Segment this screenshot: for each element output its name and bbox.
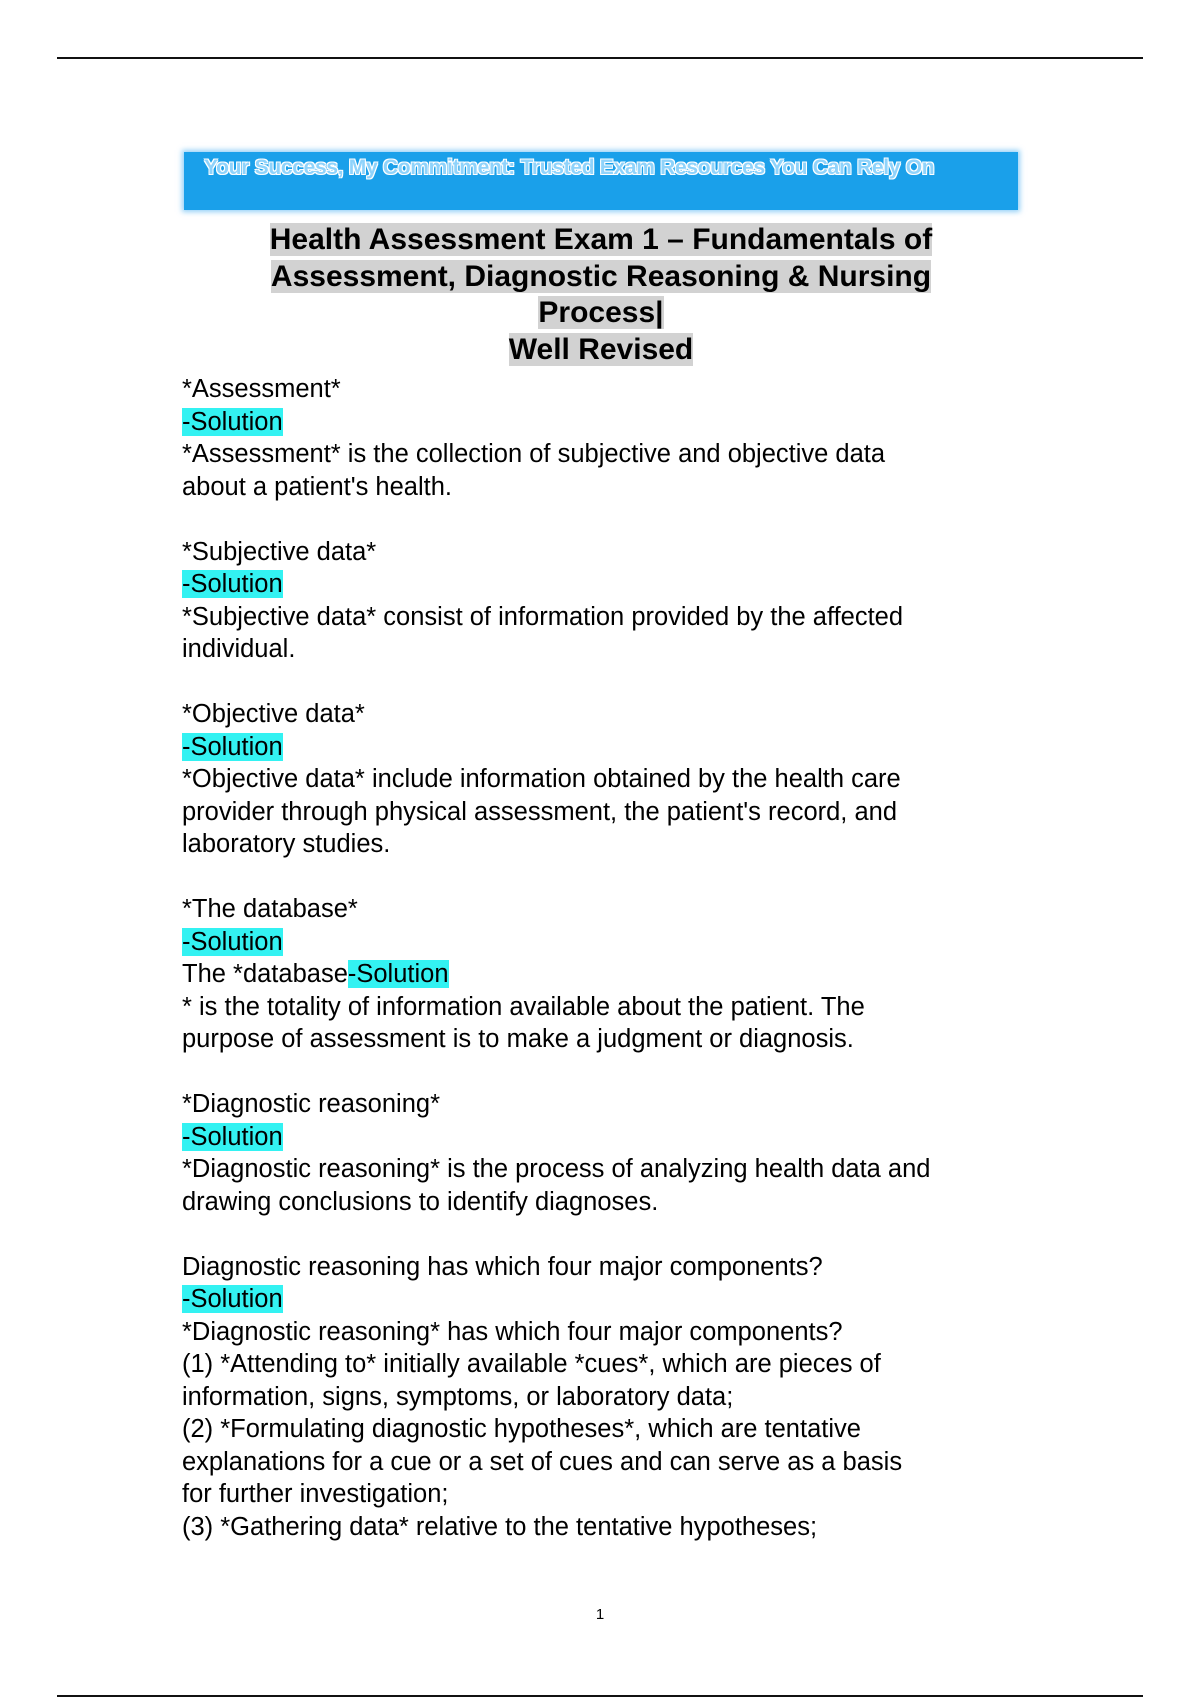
solution-label: -Solution	[182, 570, 283, 598]
solution-label: -Solution	[182, 732, 283, 761]
question-assessment: *Assessment*	[182, 375, 341, 403]
answer-line: *Subjective data* consist of information provided by the affected	[182, 602, 904, 631]
page-number: 1	[595, 1606, 605, 1623]
title-line-1: Health Assessment Exam 1 – Fundamentals of	[269, 223, 933, 256]
answer-line: (3) *Gathering data* relative to the tentative hypotheses;	[182, 1512, 818, 1541]
answer-line: (1) *Attending to* initially available *cues*, which are pieces of	[182, 1350, 881, 1378]
title-line-2: Assessment, Diagnostic Reasoning & Nursing	[270, 259, 932, 293]
answer-line: provider through physical assessment, the patient's record, and	[182, 797, 898, 826]
question-database: *The database*	[182, 895, 358, 923]
question-subjective-data: *Subjective data*	[182, 537, 377, 566]
answer-line: * is the totality of information available about the patient. The	[182, 992, 865, 1021]
solution-label: -Solution	[182, 1285, 283, 1313]
answer-line: drawing conclusions to identify diagnoses.	[182, 1187, 659, 1216]
answer-line: explanations for a cue or a set of cues and can serve as a basis	[182, 1447, 903, 1476]
promo-banner-text: Your Success, My Commitment: Trusted Exam Resources You Can Rely On	[204, 156, 935, 179]
answer-line: The *database-Solution	[182, 960, 449, 988]
question-objective-data: *Objective data*	[182, 700, 365, 728]
answer-line: for further investigation;	[182, 1480, 449, 1508]
footer-rule	[57, 1695, 1143, 1697]
question-four-components: Diagnostic reasoning has which four major components?	[182, 1252, 823, 1281]
answer-line: information, signs, symptoms, or laboratory data;	[182, 1382, 734, 1411]
answer-line: (2) *Formulating diagnostic hypotheses*, which are tentative	[182, 1415, 861, 1443]
header-rule	[57, 57, 1143, 59]
title-line-4: Well Revised	[508, 332, 694, 366]
solution-label: -Solution	[182, 1122, 283, 1151]
question-diagnostic-reasoning: *Diagnostic reasoning*	[182, 1090, 440, 1118]
solution-label: -Solution	[182, 927, 283, 956]
answer-line: individual.	[182, 635, 296, 663]
title-line-3: Process|	[538, 296, 664, 329]
qa-content	[182, 373, 1032, 1543]
answer-line: *Assessment* is the collection of subjective and objective data	[182, 440, 886, 468]
solution-label: -Solution	[182, 407, 283, 436]
answer-line: purpose of assessment is to make a judgment or diagnosis.	[182, 1025, 854, 1053]
document-title	[184, 222, 1018, 368]
answer-line: laboratory studies.	[182, 830, 391, 858]
answer-line: *Diagnostic reasoning* is the process of analyzing health data and	[182, 1155, 931, 1183]
answer-line: *Diagnostic reasoning* has which four major components?	[182, 1317, 843, 1346]
answer-line: about a patient's health.	[182, 472, 452, 501]
answer-line: *Objective data* include information obtained by the health care	[182, 765, 901, 793]
